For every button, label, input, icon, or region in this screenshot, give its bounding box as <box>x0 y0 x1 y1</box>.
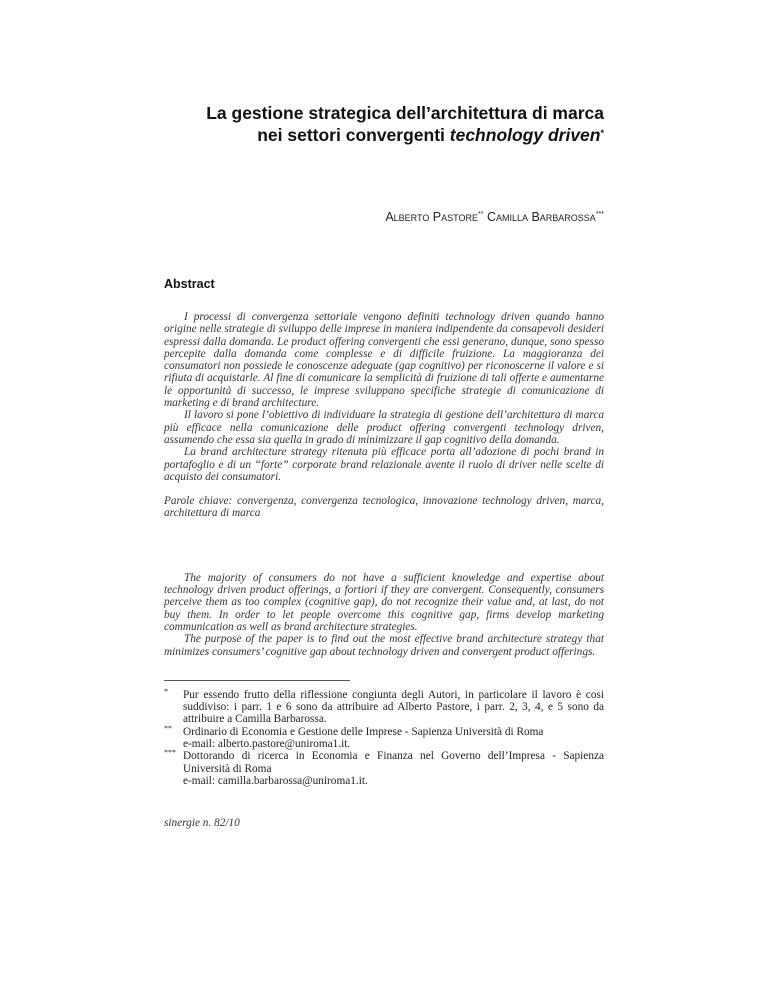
abstract-english <box>164 572 604 658</box>
paper-title <box>206 102 604 146</box>
author-list: Alberto Pastore** Camilla Barbarossa*** <box>385 210 604 224</box>
abstract-paragraph: La brand architecture strategy ritenuta più efficace porta all’adozione di pochi brand in portafoglio e di un “forte” corporate brand relazionale avente il ruolo di driver nelle scelte di acquisto dei consumatori. <box>164 446 604 483</box>
abstract-paragraph: The majority of consumers do not have a sufficient knowledge and expertise about technology driven product offerings, a fortiori if they are convergent. Consequently, consumers perceive them as too complex (cognitive gap), do not recognize their value and, at last, do not buy them. In order to let people overcome this cognitive gap, firms develop marketing communication as well as brand architecture strategies. <box>164 571 604 633</box>
title-line-2: nei settori convergenti technology driven* <box>257 125 604 145</box>
abstract-paragraph: Il lavoro si pone l’obiettivo di individuare la strategia di gestione dell’architettura di marca più efficace nella comunicazione delle product offering convergenti technology driven, assumendo che essa sia quella in grado di minimizzare il gap cognitivo della domanda. <box>164 409 604 446</box>
footnote: *** Dottorando di ricerca in Economia e Finanza nel Governo dell’Impresa - Sapienza Università di Roma e-mail: camilla.barbarossa@uniroma1.it. <box>164 748 604 787</box>
keywords: Parole chiave: convergenza, convergenza tecnologica, innovazione technology driven, marca, architettura di marca <box>164 495 604 520</box>
abstract-paragraph: I processi di convergenza settoriale vengono definiti technology driven quando hanno origine nelle strategie di sviluppo delle imprese in maniera indipendente da consapevoli desideri espressi dalla domanda. Le product offering convergenti che essi generano, dunque, sono spesso percepite dalla domanda come complesse e di difficile fruizione. La maggioranza dei consumatori non possiede le conoscenze adeguate (gap cognitivo) per riconoscerne il valore e si rifiuta di acquistarle. Al fine di comunicare la semplicità di fruizione di tali offerte e aumentarne le opportunità di successo, le imprese sviluppano specifiche strategie di comunicazione di marketing e di brand architecture. <box>164 311 604 410</box>
author-name: Camilla Barbarossa <box>486 210 596 224</box>
author-name: Alberto Pastore <box>385 210 478 224</box>
email-link[interactable]: e-mail: camilla.barbarossa@uniroma1.it. <box>183 774 368 787</box>
footnote: * Pur essendo frutto della riflessione congiunta degli Autori, in particolare il lavoro è cosi suddiviso: i parr. 1 e 6 sono da attribuire ad Alberto Pastore, i parr. 2, 3, 4, e 5 sono da attribuire a Camilla Barbarossa. <box>164 686 604 726</box>
abstract-heading: Abstract <box>164 277 215 291</box>
journal-reference: sinergie n. 82/10 <box>164 817 240 830</box>
paper-body <box>164 277 604 830</box>
footnote: ** Ordinario di Economia e Gestione delle Imprese - Sapienza Università di Roma e-mail: alberto.pastore@uniroma1.it. <box>164 726 604 751</box>
footnote-divider <box>164 680 350 681</box>
title-footnote-mark: * <box>600 128 604 138</box>
abstract-paragraph: The purpose of the paper is to find out the most effective brand architecture strategy that minimizes consumers’ cognitive gap about technology driven and convergent product offerings. <box>164 633 604 658</box>
abstract-italian <box>164 311 604 483</box>
email-link[interactable]: e-mail: alberto.pastore@uniroma1.it. <box>183 738 351 751</box>
title-line-1: La gestione strategica dell’architettura di marca <box>206 103 604 123</box>
